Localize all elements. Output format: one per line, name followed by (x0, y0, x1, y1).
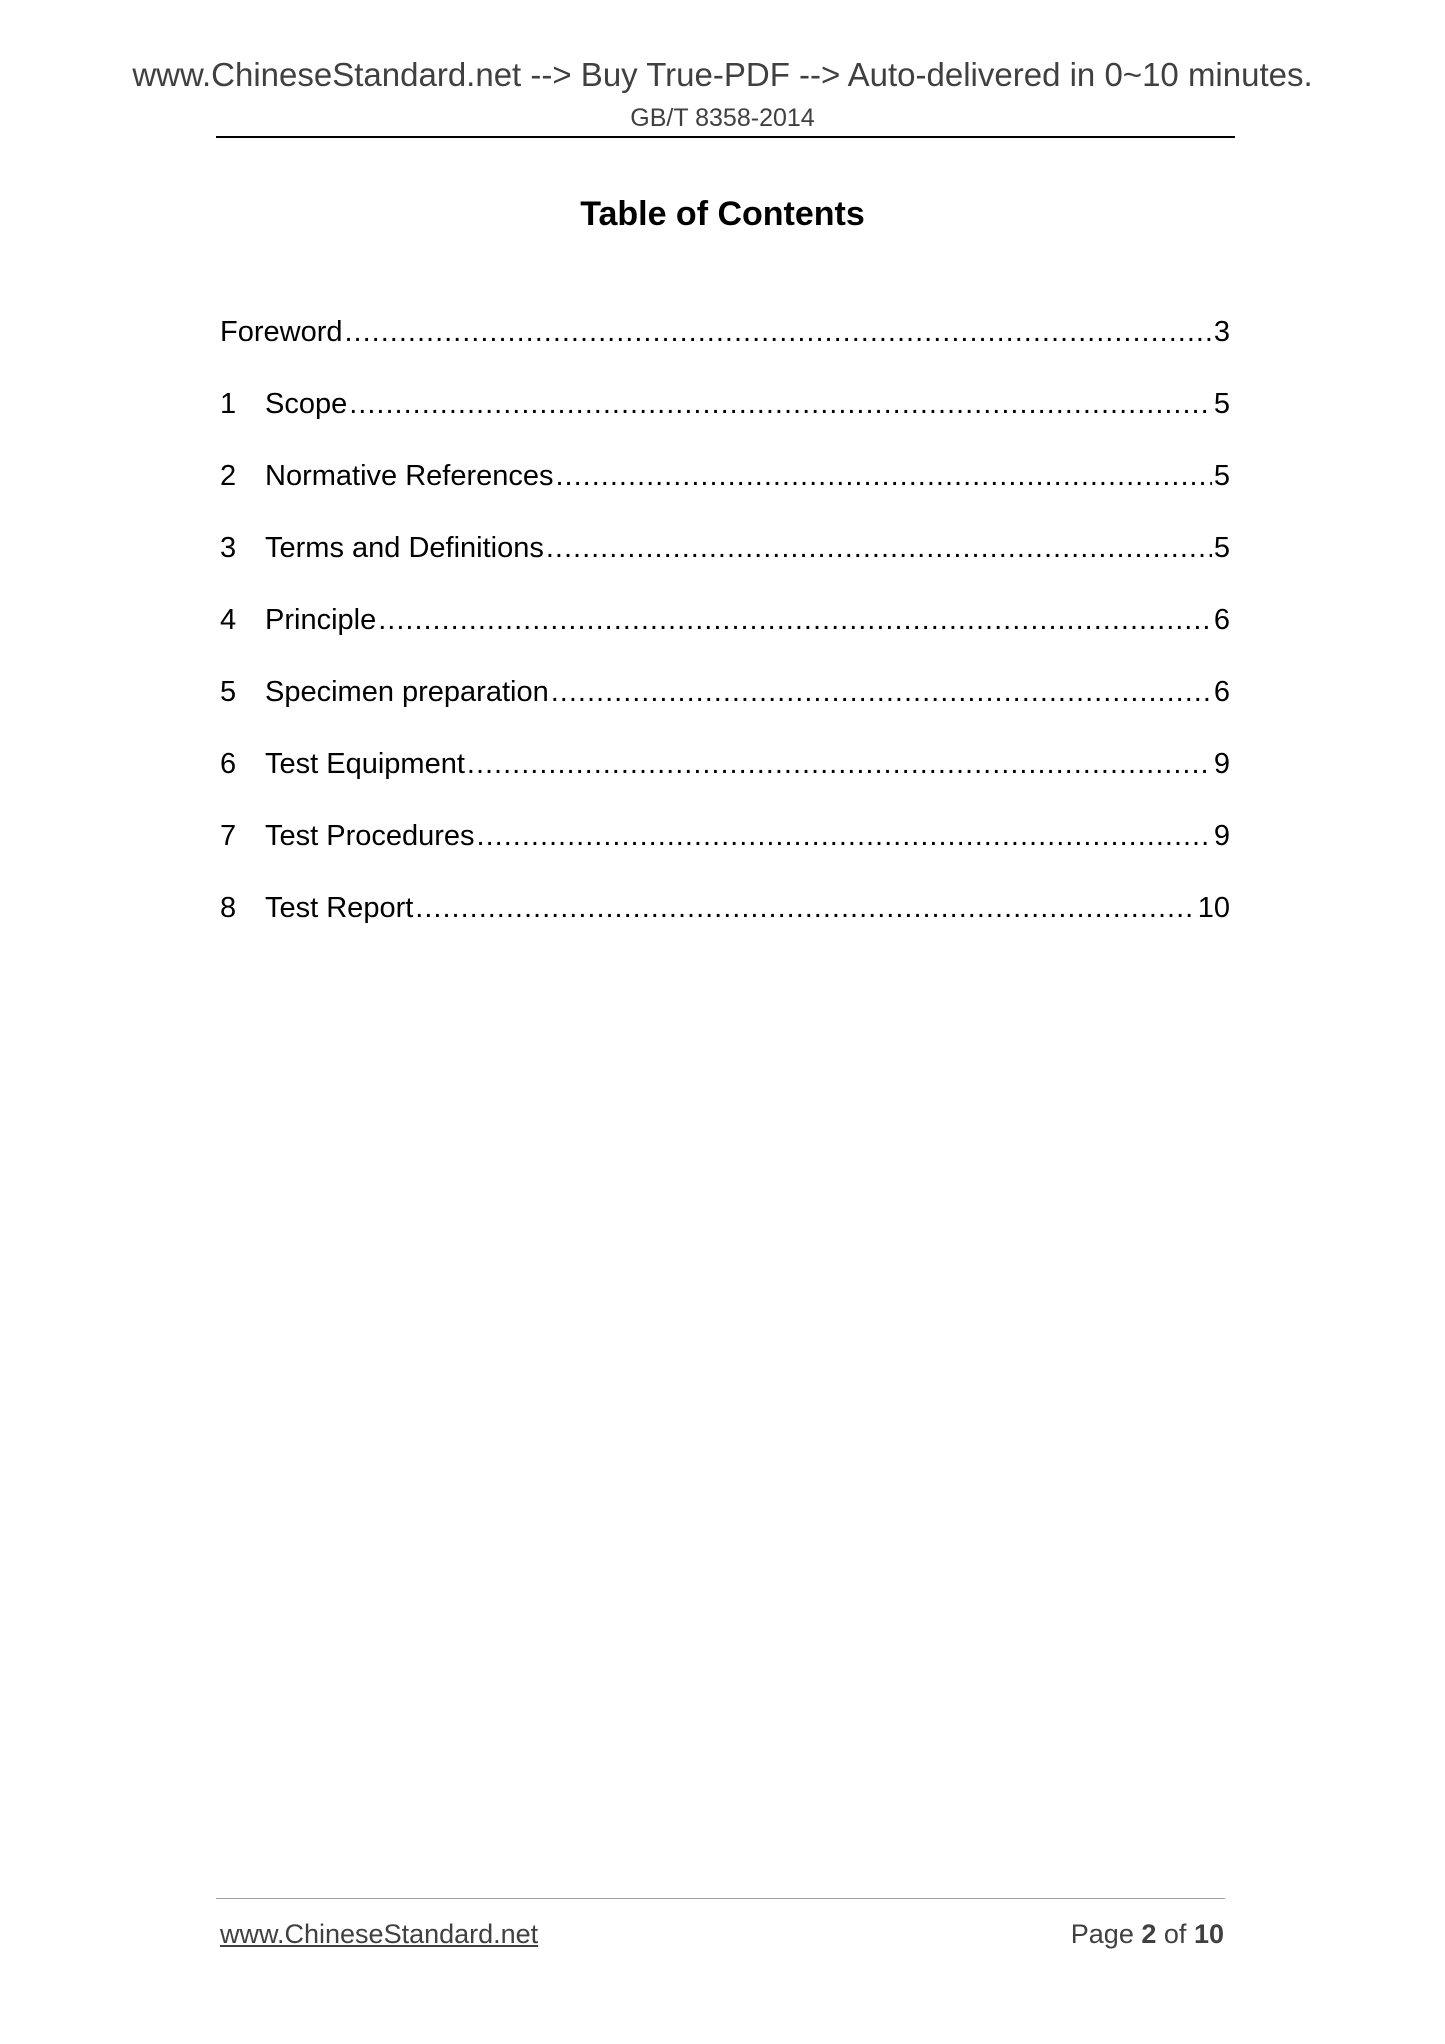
footer-divider (216, 1898, 1225, 1899)
toc-entry-foreword[interactable] (220, 312, 1230, 384)
toc-entry-label: Test Equipment (265, 748, 465, 780)
toc-leader-dots (349, 384, 1212, 424)
page-total: 10 (1193, 1919, 1224, 1949)
header-divider (216, 136, 1235, 138)
toc-entry-page: 6 (1213, 676, 1230, 708)
toc-entry-page: 10 (1197, 892, 1230, 924)
toc-entry-test-procedures[interactable] (220, 816, 1230, 888)
toc-entry-page: 6 (1213, 604, 1230, 636)
page-current: 2 (1141, 1919, 1157, 1949)
toc-entry-number: 8 (220, 892, 237, 924)
toc-entry-test-report[interactable] (220, 888, 1230, 960)
toc-entry-terms-and-definitions[interactable] (220, 528, 1230, 600)
toc-entry-number: 3 (220, 532, 237, 564)
toc-entry-label: Foreword (220, 316, 343, 348)
toc-entry-label: Test Report (265, 892, 414, 924)
footer-website-link[interactable]: www.ChineseStandard.net (220, 1919, 539, 1949)
toc-entry-page: 5 (1213, 460, 1230, 492)
footer-page-indicator (1071, 1917, 1224, 1951)
toc-list (220, 312, 1230, 960)
toc-entry-page: 9 (1213, 820, 1230, 852)
standard-code: GB/T 8358-2014 (630, 104, 815, 132)
header-banner: www.ChineseStandard.net --> Buy True-PDF --> Auto-delivered in 0~10 minutes. (132, 56, 1313, 93)
toc-entry-number: 4 (220, 604, 237, 636)
toc-entry-number: 2 (220, 460, 237, 492)
toc-entry-page: 5 (1213, 388, 1230, 420)
toc-entry-label: Test Procedures (265, 820, 475, 852)
toc-leader-dots (556, 456, 1212, 496)
toc-leader-dots (546, 528, 1212, 568)
toc-leader-dots (378, 600, 1212, 640)
toc-entry-scope[interactable] (220, 384, 1230, 456)
toc-entry-principle[interactable] (220, 600, 1230, 672)
toc-title: Table of Contents (580, 195, 865, 233)
toc-entry-number: 7 (220, 820, 237, 852)
toc-entry-number: 1 (220, 388, 237, 420)
toc-entry-label: Principle (265, 604, 377, 636)
page-of: of (1163, 1919, 1187, 1949)
toc-entry-page: 5 (1213, 532, 1230, 564)
page-prefix: Page (1070, 1919, 1134, 1949)
toc-entry-test-equipment[interactable] (220, 744, 1230, 816)
toc-entry-page: 3 (1213, 316, 1230, 348)
toc-entry-label: Scope (265, 388, 348, 420)
toc-leader-dots (551, 672, 1212, 712)
toc-leader-dots (415, 888, 1195, 928)
toc-entry-page: 9 (1213, 748, 1230, 780)
toc-entry-number: 5 (220, 676, 237, 708)
toc-leader-dots (467, 744, 1212, 784)
toc-entry-label: Specimen preparation (265, 676, 549, 708)
toc-entry-normative-references[interactable] (220, 456, 1230, 528)
toc-entry-specimen-preparation[interactable] (220, 672, 1230, 744)
toc-leader-dots (345, 312, 1212, 352)
toc-entry-label: Normative References (265, 460, 554, 492)
toc-leader-dots (477, 816, 1212, 856)
toc-entry-label: Terms and Definitions (265, 532, 544, 564)
toc-entry-number: 6 (220, 748, 237, 780)
